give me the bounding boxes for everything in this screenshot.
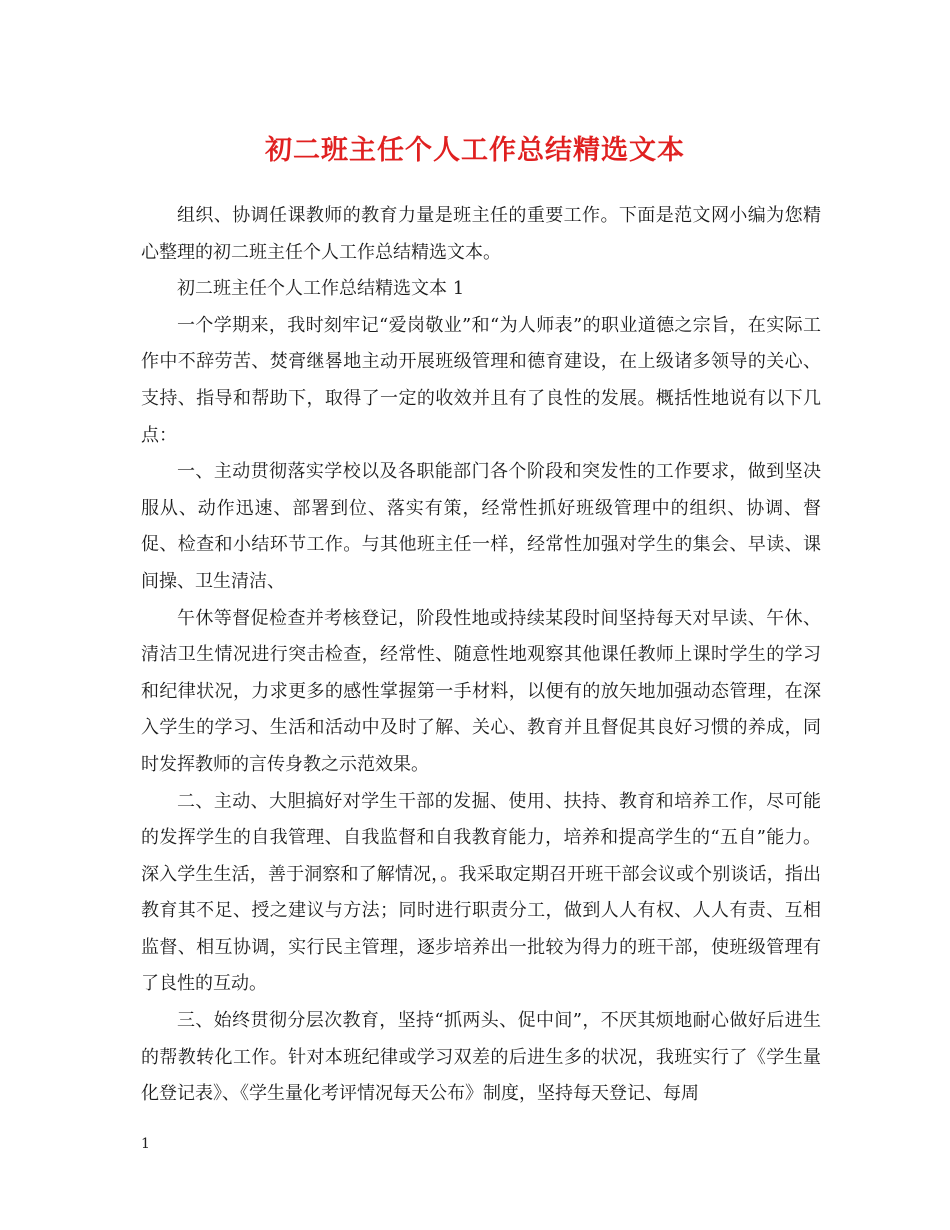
document-title: 初二班主任个人工作总结精选文本 — [265, 135, 685, 166]
paragraph-point-three: 三、始终贯彻分层次教育，坚持“抓两头、促中间”，不厌其烦地耐心做好后进生的帮教转化工作。针对本班纪律或学习双差的后进生多的状况，我班实行了《学生量化登记表》、《学生量化考评情况每天公布》制度，坚持每天登记、每周 — [141, 1010, 821, 1105]
page-number: 1 — [141, 1136, 150, 1152]
paragraph-point-two: 二、主动、大胆搞好对学生干部的发掘、使用、扶持、教育和培养工作，尽可能的发挥学生的自我管理、自我监督和自我教育能力，培养和提高学生的“五自”能力。深入学生生活，善于洞察和了解情况，。我采取定期召开班干部会议或个别谈话，指出教育其不足、授之建议与方法；同时进行职责分工，做到人人有权、人人有责、互相监督、相互协调，实行民主管理，逐步培养出一批较为得力的班干部，使班级管理有了良性的互动。 — [141, 790, 821, 995]
paragraph-point-one-continued: 午休等督促检查并考核登记，阶段性地或持续某段时间坚持每天对早读、午休、清洁卫生情况进行突击检查，经常性、随意性地观察其他课任教师上课时学生的学习和纪律状况，力求更多的感性掌握第一手材料，以便有的放矢地加强动态管理，在深入学生的学习、生活和活动中及时了解、关心、教育并且督促其良好习惯的养成，同时发挥教师的言传身教之示范效果。 — [141, 607, 821, 775]
paragraph-overview: 一个学期来，我时刻牢记“爱岗敬业”和“为人师表”的职业道德之宗旨，在实际工作中不辞劳苦、焚膏继晷地主动开展班级管理和德育建设，在上级诸多领导的关心、支持、指导和帮助下，取得了一定的收效并且有了良性的发展。概括性地说有以下几点： — [141, 314, 821, 446]
document-body — [141, 198, 821, 1113]
paragraph-subheading: 初二班主任个人工作总结精选文本 1 — [177, 278, 465, 300]
paragraph-point-one: 一、主动贯彻落实学校以及各职能部门各个阶段和突发性的工作要求，做到坚决服从、动作迅速、部署到位、落实有策，经常性抓好班级管理中的组织、协调、督促、检查和小结环节工作。与其他班主任一样，经常性加强对学生的集会、早读、课间操、卫生清洁、 — [141, 461, 821, 592]
paragraph-intro: 组织、协调任课教师的教育力量是班主任的重要工作。下面是范文网小编为您精心整理的初二班主任个人工作总结精选文本。 — [141, 205, 821, 263]
